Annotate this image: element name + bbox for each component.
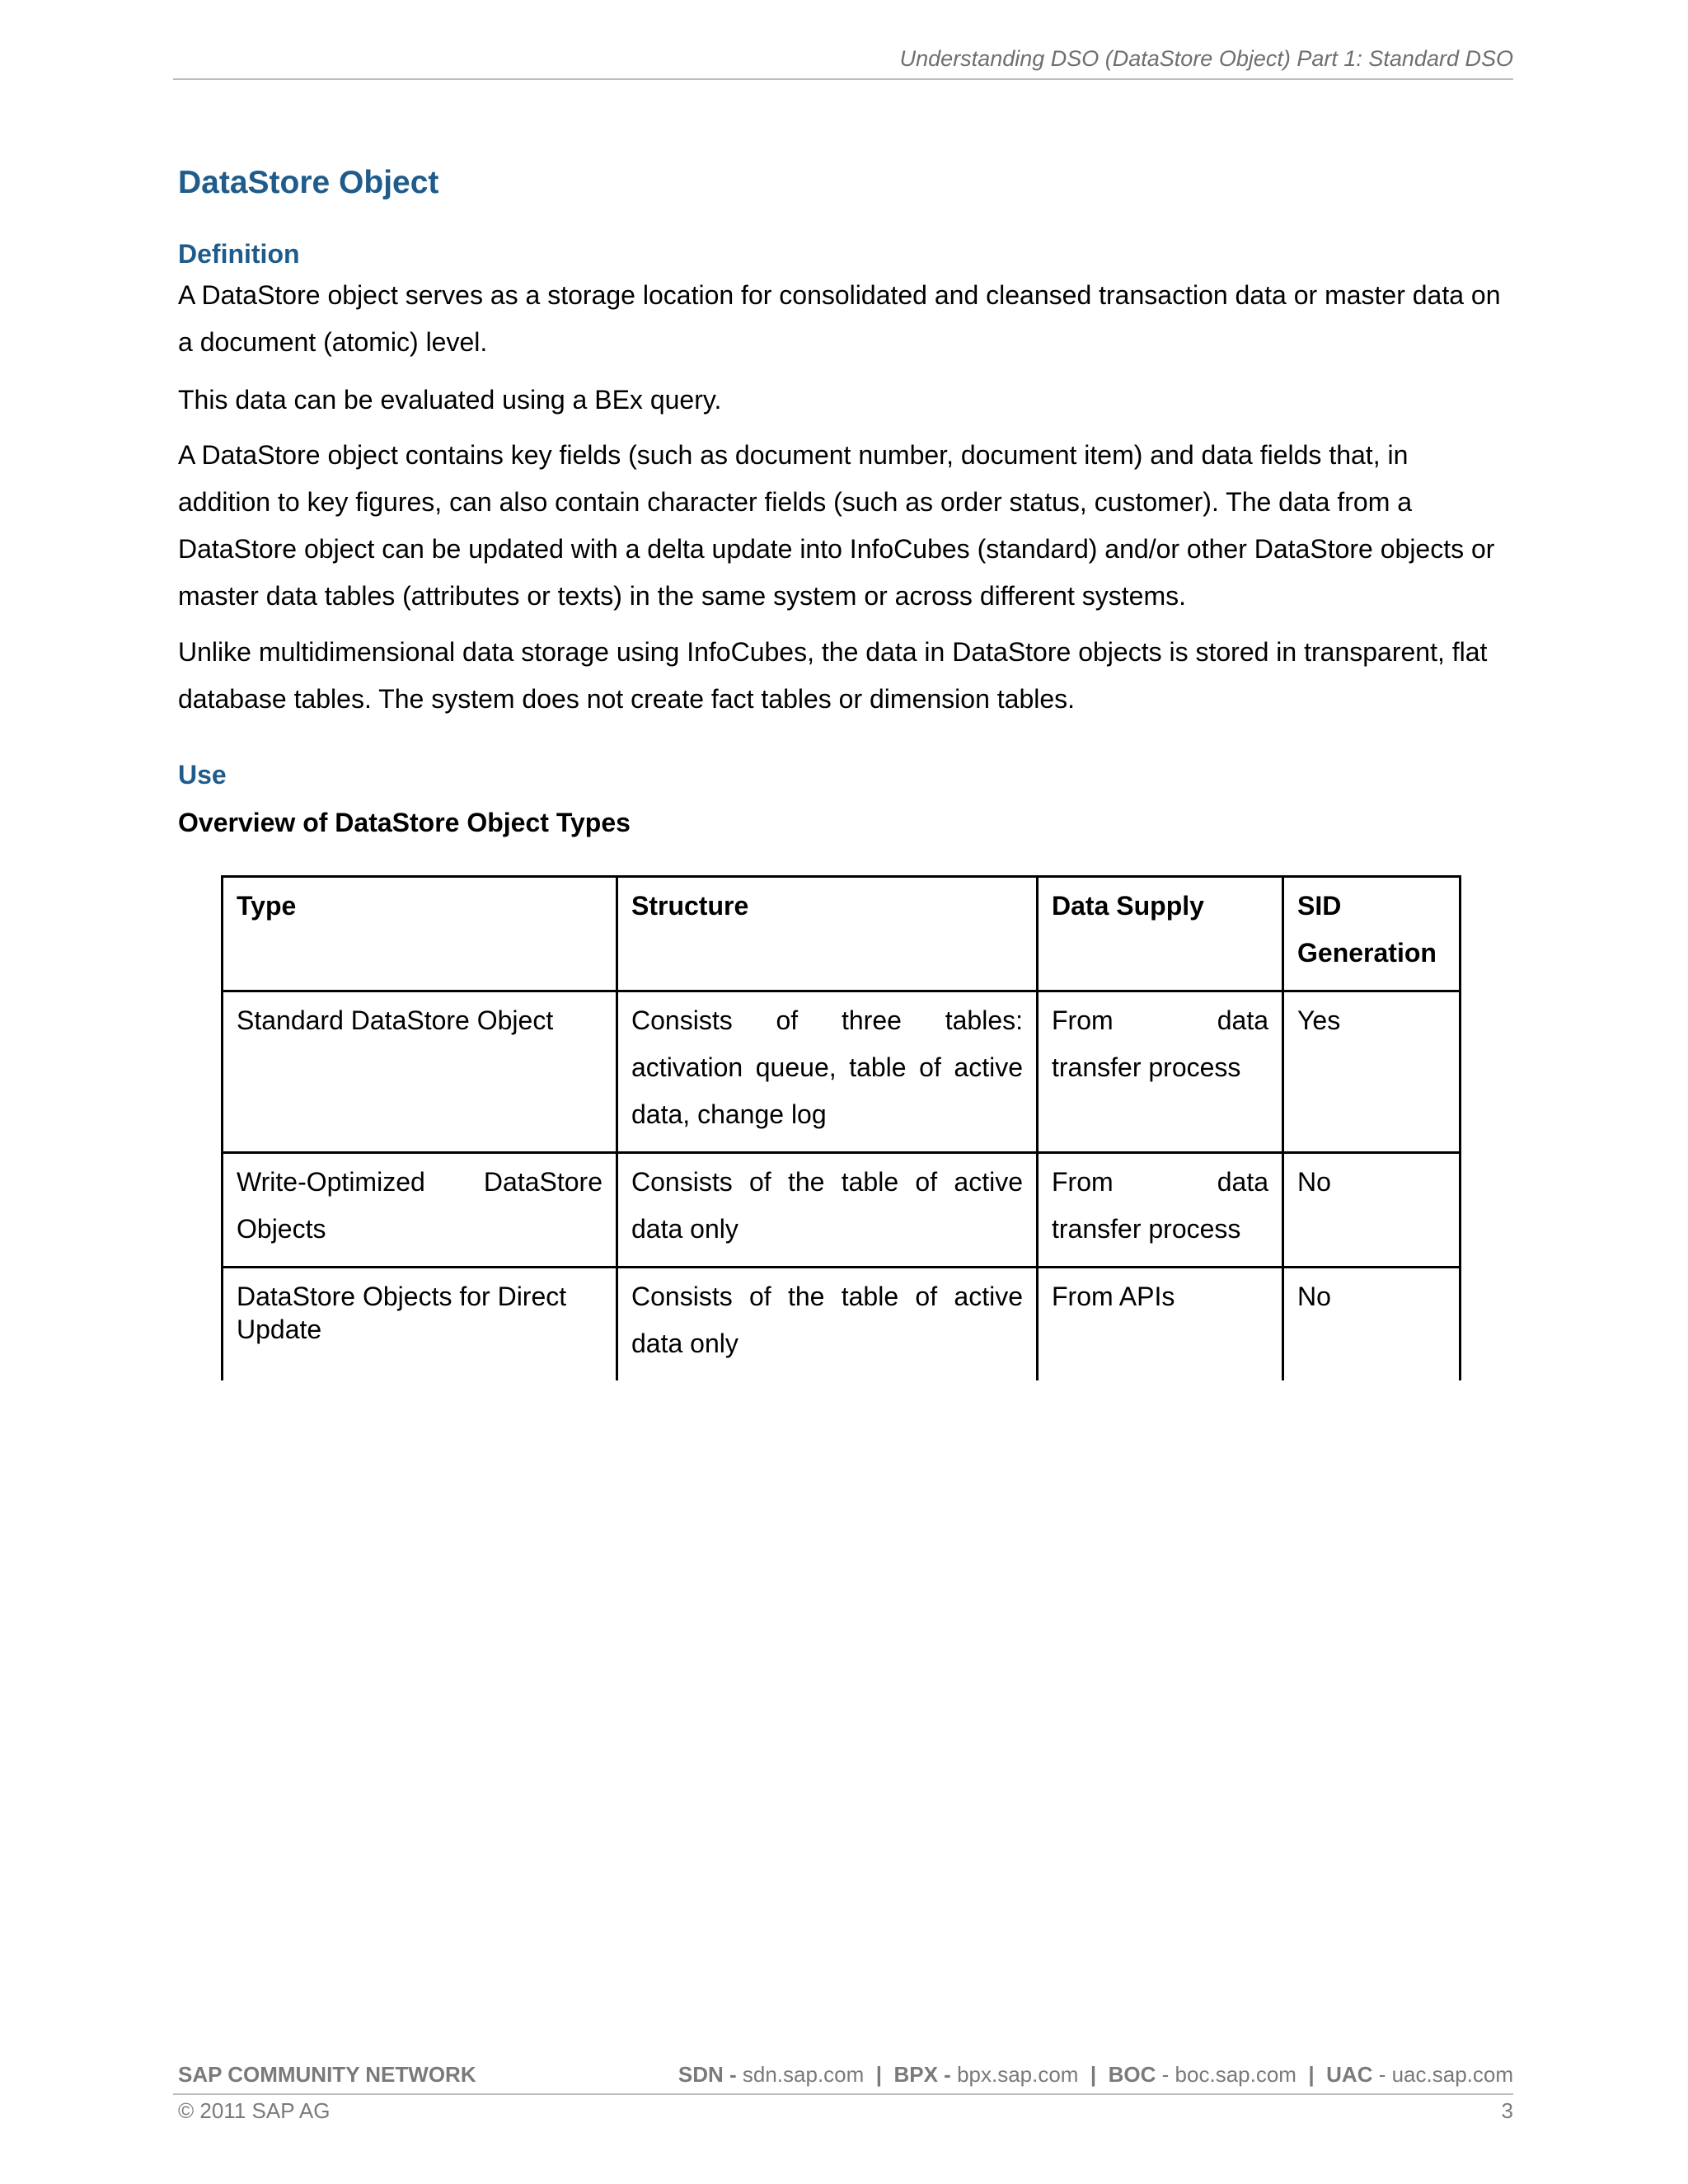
cell-data-supply: From data transfer process — [1038, 991, 1283, 1153]
cell-type: DataStore Objects for Direct Update — [237, 1282, 567, 1344]
footer-link-label-sdn: SDN — [678, 2062, 724, 2087]
cell-type-wrapper — [223, 1268, 617, 1381]
footer-link-label-boc: BOC — [1108, 2062, 1156, 2087]
cell-sid-generation: No — [1283, 1153, 1461, 1268]
cell-structure: Consists of the table of active data only — [617, 1153, 1038, 1268]
definition-paragraph-3: A DataStore object contains key fields (such as document number, document item) and data fields that, in addition to key figures, can also contain character fields (such as order status, customer). The data from a DataStore object can be updated with a delta update into InfoCubes (standard) and/or other DataStore objects or master data tables (attributes or texts) in the same system or across different systems. — [178, 440, 1495, 611]
footer-network: SAP COMMUNITY NETWORK — [178, 2062, 476, 2087]
table-row — [223, 991, 1461, 1153]
cell-structure: Consists of three tables: activation queue, table of active data, change log — [617, 991, 1038, 1153]
table-header-row — [223, 877, 1461, 991]
definition-heading: Definition — [178, 239, 300, 269]
definition-paragraph-2: This data can be evaluated using a BEx query. — [178, 385, 722, 415]
cell-sid-generation: No — [1283, 1268, 1461, 1381]
table-row — [223, 1268, 1461, 1381]
footer-link-label-uac: UAC — [1326, 2062, 1373, 2087]
footer-links: SDN - sdn.sap.com | BPX - bpx.sap.com | BOC - boc.sap.com | UAC - uac.sap.com — [678, 2062, 1513, 2087]
footer-link-uac[interactable]: uac.sap.com — [1391, 2062, 1513, 2087]
page-number: 3 — [1501, 2098, 1513, 2123]
cell-sid-generation: Yes — [1283, 991, 1461, 1153]
header-structure: Structure — [617, 877, 1038, 991]
cell-type: Standard DataStore Object — [223, 991, 617, 1153]
footer-link-bpx[interactable]: bpx.sap.com — [957, 2062, 1079, 2087]
cell-data-supply: From APIs — [1038, 1268, 1283, 1381]
copyright: © 2011 SAP AG — [178, 2098, 331, 2123]
footer-divider — [173, 2093, 1513, 2095]
header-type: Type — [223, 877, 617, 991]
cell-structure: Consists of the table of active data only — [617, 1268, 1038, 1381]
header-data-supply: Data Supply — [1038, 877, 1283, 991]
use-heading: Use — [178, 760, 227, 790]
running-header: Understanding DSO (DataStore Object) Part 1: Standard DSO — [173, 46, 1513, 80]
footer-link-boc[interactable]: boc.sap.com — [1175, 2062, 1296, 2087]
header-sid-generation: SID Generation — [1283, 877, 1461, 991]
cell-data-supply: From data transfer process — [1038, 1153, 1283, 1268]
definition-paragraph-1: A DataStore object serves as a storage location for consolidated and cleansed transaction data or master data on a document (atomic) level. — [178, 280, 1501, 357]
footer-link-sdn[interactable]: sdn.sap.com — [742, 2062, 865, 2087]
section-title: DataStore Object — [178, 165, 439, 200]
cell-type: Write-Optimized DataStore Objects — [223, 1153, 617, 1268]
footer-link-label-bpx: BPX — [893, 2062, 938, 2087]
definition-paragraph-4: Unlike multidimensional data storage using InfoCubes, the data in DataStore objects is stored in transparent, flat database tables. The system does not create fact tables or dimension tables. — [178, 637, 1488, 714]
table-row — [223, 1153, 1461, 1268]
table-caption: Overview of DataStore Object Types — [178, 808, 631, 837]
datastore-types-table — [221, 875, 1461, 1380]
